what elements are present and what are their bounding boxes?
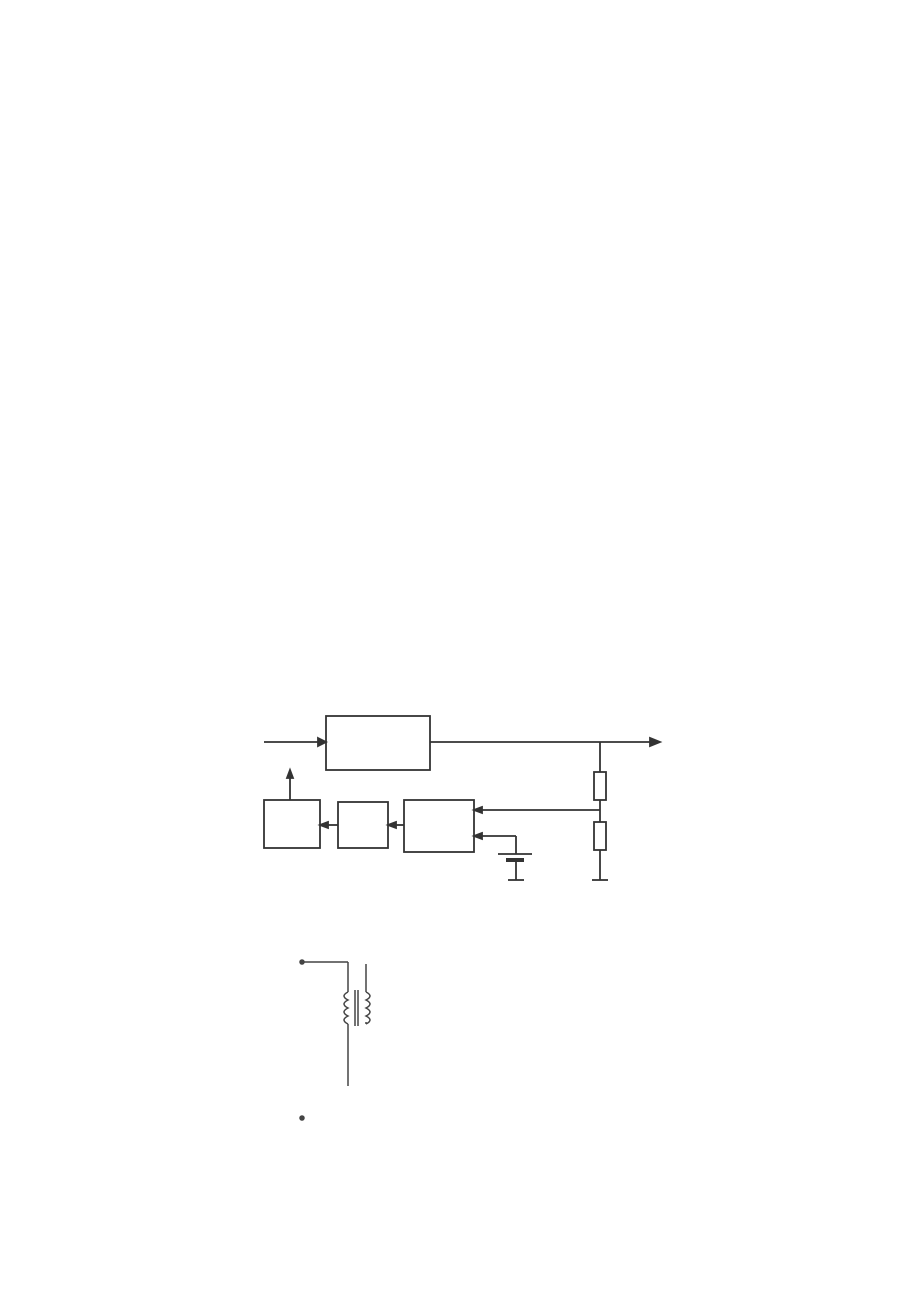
figure-1-block-diagram bbox=[260, 712, 666, 884]
figure-2-circuit-diagram bbox=[296, 940, 626, 1128]
